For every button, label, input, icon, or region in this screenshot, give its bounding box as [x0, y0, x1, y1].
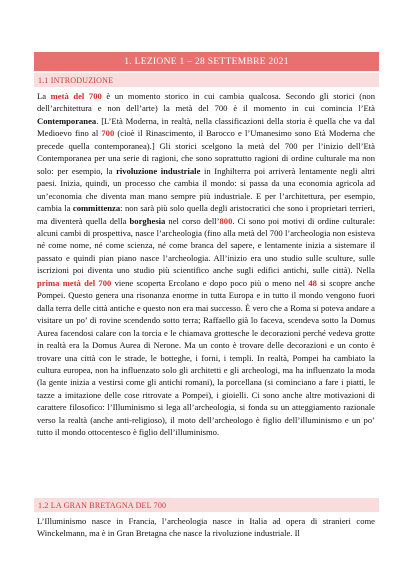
bold-text: rivoluzione industriale	[116, 165, 201, 176]
text-run: in Inghilterra poi arriverà lentamente negli altri paesi. Inizia, quindi, un processo che cambia il mondo: si passa da una economia agricola ad un’economia che diventa man mano sempre più industriale. E per l’architettura, per esempio, cambia la	[37, 165, 375, 214]
highlighted-text: prima metà del 700	[37, 277, 112, 288]
bold-text: committenza	[72, 203, 121, 214]
text-run: : non sarà più solo quella degli aristocratici che sono i proprietari terrieri, ma diventerà quella della	[37, 203, 375, 226]
bold-text: Contemporanea	[37, 115, 97, 126]
chapter-title: 1. LEZIONE 1 – 28 SETTEMBRE 2021	[34, 52, 379, 71]
section-body-introduzione	[37, 90, 375, 439]
highlighted-text: 48	[308, 277, 317, 288]
text-run: nel corso dell’	[165, 215, 220, 226]
text-run: si scopre anche Pompei. Questo genera una risonanza enorme in tutta Europa e in tutto il mondo vengono fuori dalla terra delle città antiche e questo non era mai successo. È vero che a Roma si poteva andare a visitare un po’ di rovine scendendo sotto terra; Raffaello già lo faceva, scendeva sotto la Domus Aurea facendosi calare con la torcia e le chiamava grottesche le decorazioni perché vedeva grotte in realtà era la Domus Aurea di Nerone. Ma un conto è trovare delle decorazioni e un conto è trovare una città con le strade, le botteghe, i forni, i templi. In realtà, Pompei ha cambiato la cultura europea, non ha influenzato solo gli architetti e gli archeologi, ma ha influenzato la moda (la gente inizia a vestirsi come gli antichi romani), la porcellana (si cominciano a fare i piatti, le tazze a imitazione delle cose ritrovate a Pompei), i gioielli. Ci sono anche altre motivazioni di carattere filosofico: l’Illuminismo si lega all’archeologia, si fonda su un atteggiamento razionale verso la realtà (anche anti-religioso), il moto dell’archeologo è figlio dell’illuminismo e un po’ tutto il mondo ottocentesco è figlio dell’illuminismo.	[37, 277, 375, 438]
text-run: (cioè il Rinascimento, il Barocco e l’Umanesimo sono Età Moderna che precede quella contemporanea).] Gli storici scelgono la metà del 700 per l’inizio dell’Età Contemporanea per una serie di ragioni, che sono soprattutto ragioni di ordine culturale ma non solo: per esempio, la	[37, 128, 375, 176]
text-run: è un momento storico in cui cambia qualcosa. Secondo gli storici (non dell’architettura e non dell’arte) la metà del 700 è il momento in cui comincia l’Età	[37, 91, 375, 114]
bold-text: borghesia	[129, 215, 166, 226]
text-run: viene scoperta Ercolano e dopo poco più o meno nel	[111, 277, 309, 288]
section-heading-gran-bretagna: 1.2 LA GRAN BRETAGNA DEL 700	[34, 498, 379, 512]
text-run: L’Illuminismo nasce in Francia, l’archeologia nasce in Italia ad opera di stranieri come Winckelmann, ma è in Gran Bretagna che nasce la rivoluzione industriale. Il	[37, 516, 375, 539]
text-run: La	[37, 91, 51, 101]
highlighted-text: metà del 700	[50, 91, 102, 101]
text-run: . [L’Età Moderna, in realtà, nella classificazioni della storia è quella che va dal Medioevo fino al	[37, 115, 375, 139]
section-body-gran-bretagna	[37, 515, 375, 540]
highlighted-text: 800	[219, 215, 233, 226]
highlighted-text: 700	[101, 128, 115, 139]
text-run: . Ci sono poi motivi di ordine culturale: alcuni cambi di prospettiva, nasce l’archeologia (fino alla metà del 700 l’archeologia non esisteva né come nome, né come scienza, né come branca del sapere, e lentamente inizia a sistemare il passato e quindi pian piano nasce l’archeologia. All’inizio era uno studio sulle sculture, sulle iscrizioni poi diventa uno studio più scientifico anche sugli edifici antichi, sulle città). Nella	[37, 215, 376, 276]
section-heading-introduzione: 1.1 INTRODUZIONE	[34, 73, 379, 87]
